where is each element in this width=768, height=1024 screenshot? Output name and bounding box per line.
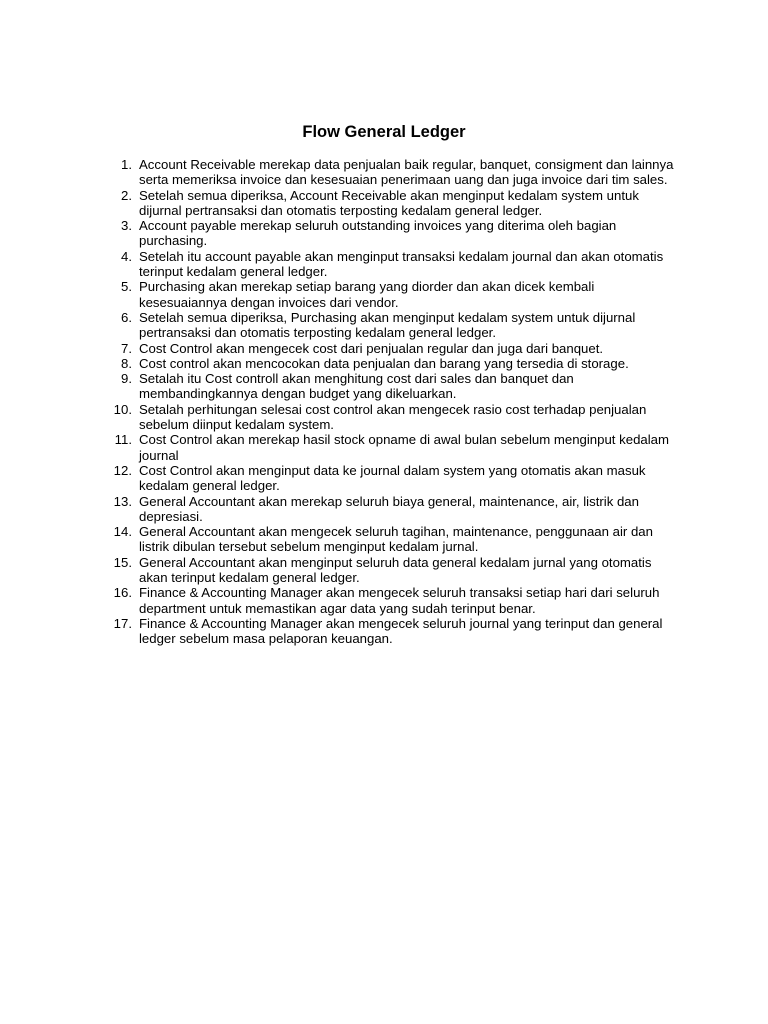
list-item-number: 13. bbox=[113, 493, 132, 509]
list-item-text: General Accountant akan mengecek seluruh tagihan, maintenance, penggunaan air dan listrik dibulan tersebut sebelum menginput kedalam jurnal. bbox=[139, 524, 653, 555]
list-item-number: 5. bbox=[121, 279, 132, 295]
steps-list bbox=[110, 157, 680, 647]
list-item-text: Cost Control akan mengecek cost dari penjualan regular dan juga dari banquet. bbox=[139, 340, 604, 356]
list-item-number: 16. bbox=[113, 585, 132, 601]
list-item-number: 10. bbox=[113, 401, 132, 417]
list-item bbox=[110, 310, 680, 341]
list-item-number: 1. bbox=[121, 157, 132, 172]
list-item-text: Cost Control akan merekap hasil stock opname di awal bulan sebelum menginput kedalam journal bbox=[139, 432, 669, 463]
list-item-number: 4. bbox=[121, 248, 132, 264]
list-item-number: 3. bbox=[121, 218, 132, 234]
list-item bbox=[110, 494, 680, 525]
list-item-text: Finance & Accounting Manager akan mengecek seluruh transaksi setiap hari dari seluruh department untuk memastikan agar data yang sudah terinput benar. bbox=[139, 585, 660, 616]
list-item-number: 9. bbox=[121, 371, 132, 387]
list-item-text: General Accountant akan menginput seluruh data general kedalam jurnal yang otomatis akan terinput kedalam general ledger. bbox=[139, 554, 652, 586]
list-item-number: 7. bbox=[121, 340, 132, 356]
list-item bbox=[110, 157, 680, 188]
list-item bbox=[110, 432, 680, 463]
list-item bbox=[110, 188, 680, 219]
list-item-number: 2. bbox=[121, 187, 132, 203]
list-item-number: 11. bbox=[114, 432, 132, 448]
list-item-text: Setalah itu Cost controll akan menghitung cost dari sales dan banquet dan membandingkannya dengan budget yang dikeluarkan. bbox=[139, 371, 574, 402]
list-item bbox=[110, 341, 680, 356]
list-item bbox=[110, 371, 680, 402]
list-item-text: Setelah semua diperiksa, Purchasing akan menginput kedalam system untuk dijurnal pertransaksi dan otomatis terposting kedalam general ledger. bbox=[139, 309, 636, 341]
list-item-number: 12. bbox=[113, 462, 132, 478]
list-item bbox=[110, 279, 680, 310]
list-item bbox=[110, 463, 680, 494]
list-item-number: 15. bbox=[113, 554, 132, 570]
list-item-text: Setelah semua diperiksa, Account Receivable akan menginput kedalam system untuk dijurnal pertransaksi dan otomatis terposting kedalam general ledger. bbox=[139, 187, 639, 218]
list-item-text: Setelah itu account payable akan menginput transaksi kedalam journal dan akan otomatis terinput kedalam general ledger. bbox=[139, 248, 664, 280]
list-item-number: 6. bbox=[121, 309, 132, 325]
list-item bbox=[110, 555, 680, 586]
list-item bbox=[110, 524, 680, 555]
list-item bbox=[110, 585, 680, 616]
list-item-number: 17. bbox=[113, 615, 132, 631]
list-item bbox=[110, 616, 680, 647]
list-item-number: 14. bbox=[113, 524, 132, 540]
list-item-text: Account payable merekap seluruh outstanding invoices yang diterima oleh bagian purchasing. bbox=[139, 218, 617, 249]
list-item-text: Purchasing akan merekap setiap barang yang diorder dan akan dicek kembali kesesuaiannya dengan invoices dari vendor. bbox=[139, 279, 595, 310]
list-item-text: Finance & Accounting Manager akan mengecek seluruh journal yang terinput dan general ledger sebelum masa pelaporan keuangan. bbox=[139, 615, 663, 647]
list-item-text: Account Receivable merekap data penjualan baik regular, banquet, consigment dan lainnya serta memeriksa invoice dan kesesuaian penerimaan uang dan juga invoice dari tim sales. bbox=[139, 157, 674, 188]
list-item-text: General Accountant akan merekap seluruh biaya general, maintenance, air, listrik dan depresiasi. bbox=[139, 493, 639, 524]
list-item-number: 8. bbox=[121, 355, 132, 371]
list-item bbox=[110, 218, 680, 249]
list-item bbox=[110, 249, 680, 280]
page-title: Flow General Ledger bbox=[302, 123, 466, 141]
list-item-text: Cost control akan mencocokan data penjualan dan barang yang tersedia di storage. bbox=[139, 355, 629, 371]
list-item bbox=[110, 356, 680, 371]
list-item-text: Cost Control akan menginput data ke journal dalam system yang otomatis akan masuk kedalam general ledger. bbox=[139, 462, 646, 494]
list-item bbox=[110, 402, 680, 433]
list-item-text: Setalah perhitungan selesai cost control akan mengecek rasio cost terhadap penjualan sebelum diinput kedalam system. bbox=[139, 401, 647, 433]
